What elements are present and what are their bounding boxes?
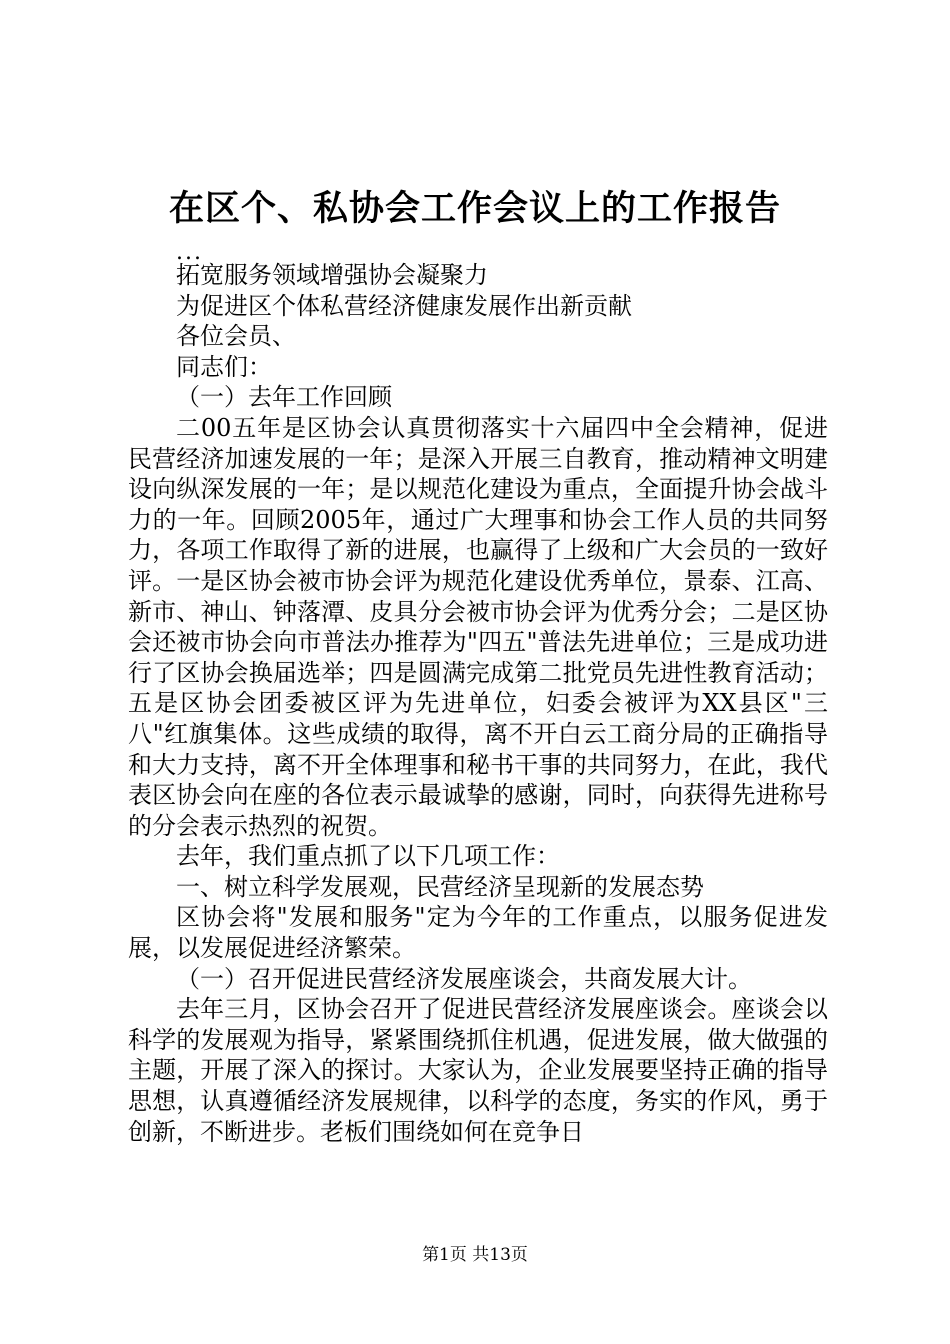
page-indicator: 第1页 共13页	[422, 1245, 528, 1265]
salutation-members: 各位会员、	[176, 322, 296, 351]
document-body	[128, 260, 828, 1147]
body-paragraph: 去年三月，区协会召开了促进民营经济发展座谈会。座谈会以科学的发展观为指导，紧紧围绕抓住机遇，促进发展，做大做强的主题，开展了深入的探讨。大家认为，企业发展要坚持正确的指导思想，认真遵循经济发展规律，以科学的态度，务实的作风，勇于创新，不断进步。老板们围绕如何在竞争日	[128, 995, 828, 1146]
subsection-heading-symposium: （一）召开促进民营经济发展座谈会，共商发展大计。	[176, 964, 752, 993]
body-paragraph: 二00五年是区协会认真贯彻落实十六届四中全会精神，促进民营经济加速发展的一年；是深入开展三自教育，推动精神文明建设向纵深发展的一年；是以规范化建设为重点，全面提升协会战斗力的一年。回顾2005年，通过广大理事和协会工作人员的共同努力，各项工作取得了新的进展，也赢得了上级和广大会员的一致好评。一是区协会被市协会评为规范化建设优秀单位，景泰、江高、新市、神山、钟落潭、皮具分会被市协会评为优秀分会；二是区协会还被市协会向市普法办推荐为"四五"普法先进单位；三是成功进行了区协会换届选举；四是圆满完成第二批党员先进性教育活动；五是区协会团委被区评为先进单位，妇委会被评为XX县区"三八"红旗集体。这些成绩的取得，离不开白云工商分局的正确指导和大力支持，离不开全体理事和秘书干事的共同努力，在此，我代表区协会向在座的各位表示最诚挚的感谢，同时，向获得先进称号的分会表示热烈的祝贺。	[128, 413, 828, 840]
subtitle-line-2: 为促进区个体私营经济健康发展作出新贡献	[176, 291, 632, 320]
body-paragraph: 区协会将"发展和服务"定为今年的工作重点，以服务促进发展，以发展促进经济繁荣。	[128, 903, 828, 963]
section-heading-development: 一、树立科学发展观，民营经济呈现新的发展态势	[176, 872, 704, 901]
document-title: 在区个、私协会工作会议上的工作报告	[168, 188, 781, 229]
subtitle-line-1: 拓宽服务领域增强协会凝聚力	[176, 261, 488, 289]
title-ellipsis: ...	[176, 240, 203, 265]
section-heading-review: （一）去年工作回顾	[176, 383, 392, 412]
salutation-comrades: 同志们：	[176, 352, 272, 381]
body-paragraph: 去年，我们重点抓了以下几项工作：	[176, 842, 560, 871]
